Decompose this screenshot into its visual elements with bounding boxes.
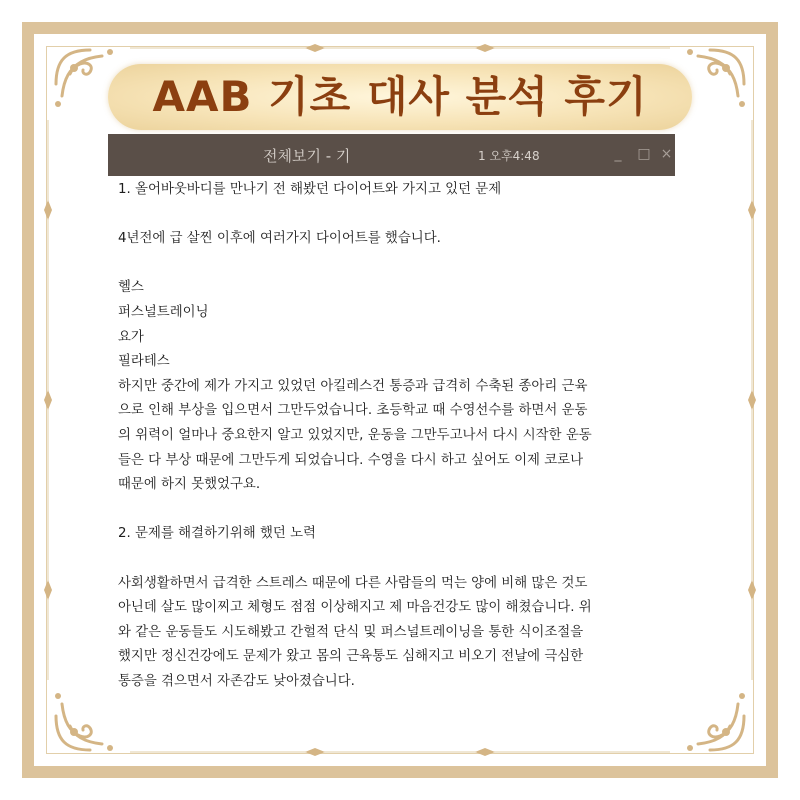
text-line: 통증을 겪으면서 자존감도 낮아졌습니다. (118, 673, 355, 689)
text-line: 필라테스 (118, 354, 170, 370)
text-line: 으로 인해 부상을 입으면서 그만두었습니다. 초등학교 때 수영선수를 하면서 운동 (118, 403, 588, 419)
side-ornament-icon (43, 120, 53, 680)
text-line: 아닌데 살도 많이찌고 체형도 점점 이상해지고 제 마음건강도 많이 해쳤습니다. 위 (118, 600, 592, 616)
text-line: 헬스 (118, 280, 144, 296)
text-line: 했지만 정신건강에도 문제가 왔고 몸의 근육통도 심해지고 비오기 전날에 극심한 (118, 649, 584, 665)
text-line (118, 498, 668, 523)
window-title: 전체보기 - 기 (263, 147, 351, 165)
text-line: 때문에 하지 못했었구요. (118, 477, 261, 493)
text-line: 와 같은 운동들도 시도해봤고 간헐적 단식 및 퍼스널트레이닝을 통한 식이조절을 (118, 624, 584, 640)
text-line (118, 252, 668, 277)
viewer-window (108, 134, 675, 720)
document-body (118, 178, 668, 694)
minimize-icon[interactable]: _ (614, 146, 622, 162)
text-line: 2. 문제를 해결하기위해 했던 노력 (118, 526, 316, 542)
maximize-icon[interactable]: □ (637, 146, 651, 162)
top-ornament-icon (130, 42, 670, 54)
text-line: 하지만 중간에 제가 가지고 있었던 아킬레스건 통증과 급격히 수축된 종아리 근육 (118, 378, 588, 394)
text-line (118, 547, 668, 572)
text-line: 사회생활하면서 급격한 스트레스 때문에 다른 사람들의 먹는 양에 비해 많은 것도 (118, 575, 588, 591)
banner-title: AAB 기초 대사 분석 후기 (152, 72, 648, 121)
text-line: 퍼스널트레이닝 (118, 304, 209, 320)
text-line: 4년전에 급 살찐 이후에 여러가지 다이어트를 했습니다. (118, 231, 441, 247)
window-titlebar[interactable] (108, 134, 675, 176)
text-line: 1. 올어바웃바디를 만나기 전 해봤던 다이어트와 가지고 있던 문제 (118, 182, 502, 197)
bottom-ornament-icon (130, 746, 670, 758)
text-line: 요가 (118, 329, 144, 345)
corner-ornament-icon (680, 686, 750, 756)
close-icon[interactable]: × (660, 146, 673, 162)
text-line: 들은 다 부상 때문에 그만두게 되었습니다. 수영을 다시 하고 싶어도 이제 코로나 (118, 452, 584, 468)
text-line (118, 203, 668, 228)
text-line: 의 위력이 얼마나 중요한지 알고 있었지만, 운동을 그만두고나서 다시 시작한 운동 (118, 427, 592, 443)
side-ornament-icon (747, 120, 757, 680)
title-banner (108, 64, 692, 130)
window-status: 1 오후4:48 (478, 149, 540, 163)
